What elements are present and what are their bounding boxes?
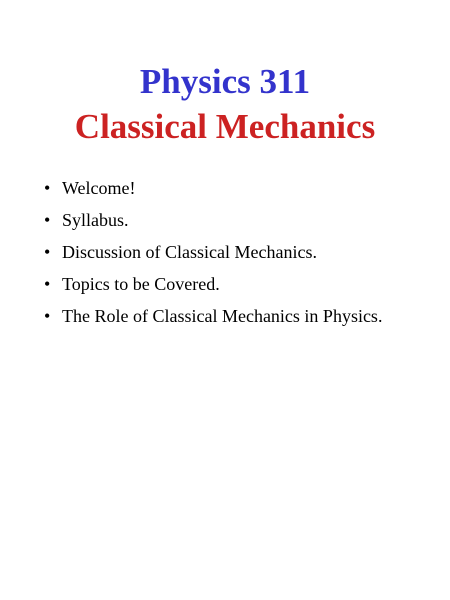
bullet-item-syllabus <box>44 210 424 231</box>
bullet-item-welcome <box>44 178 424 199</box>
bullet-icon: • <box>44 242 51 262</box>
course-title: Physics 311 <box>139 62 311 101</box>
bullet-text: The Role of Classical Mechanics in Physics. <box>62 306 383 326</box>
bullet-list <box>44 178 424 338</box>
bullet-icon: • <box>44 274 51 294</box>
bullet-text: Topics to be Covered. <box>62 274 220 294</box>
bullet-icon: • <box>44 306 51 326</box>
subject-title: Classical Mechanics <box>74 107 376 146</box>
bullet-item-topics <box>44 274 424 295</box>
bullet-text: Syllabus. <box>62 210 129 230</box>
bullet-text: Discussion of Classical Mechanics. <box>62 242 317 262</box>
bullet-icon: • <box>44 178 51 198</box>
bullet-item-discussion <box>44 242 424 263</box>
bullet-item-role <box>44 306 424 327</box>
bullet-text: Welcome! <box>62 178 136 198</box>
slide-title <box>0 64 450 144</box>
bullet-icon: • <box>44 210 51 230</box>
